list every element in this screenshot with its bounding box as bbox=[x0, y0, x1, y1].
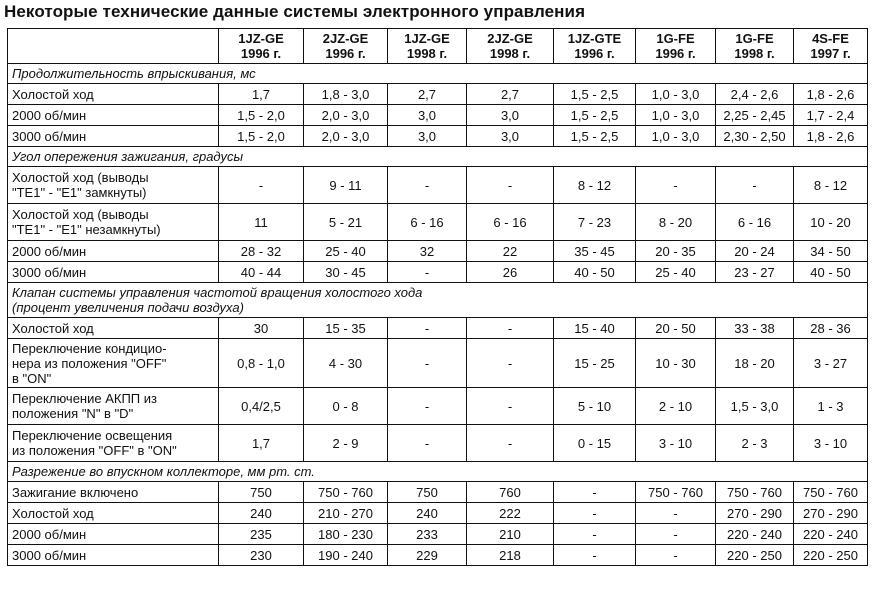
value-cell: 1,8 - 3,0 bbox=[304, 84, 388, 105]
value-cell: 1,0 - 3,0 bbox=[636, 105, 716, 126]
value-cell: 235 bbox=[219, 524, 304, 545]
value-cell: 750 - 760 bbox=[636, 482, 716, 503]
value-cell: 1,7 - 2,4 bbox=[794, 105, 868, 126]
row-label: Холостой ход (выводы "TE1" - "E1" незамкнуты) bbox=[8, 204, 219, 241]
column-header: 1JZ-GE 1996 г. bbox=[219, 29, 304, 64]
value-cell: 20 - 50 bbox=[636, 318, 716, 339]
value-cell: 1,8 - 2,6 bbox=[794, 126, 868, 147]
value-cell: 15 - 25 bbox=[554, 339, 636, 388]
page-title: Некоторые технические данные системы электронного управления bbox=[4, 2, 586, 21]
value-cell: 1,5 - 2,5 bbox=[554, 84, 636, 105]
value-cell: - bbox=[467, 167, 554, 204]
value-cell: 34 - 50 bbox=[794, 241, 868, 262]
value-cell: 0 - 15 bbox=[554, 425, 636, 462]
value-cell: - bbox=[554, 503, 636, 524]
column-header: 1G-FE 1996 г. bbox=[636, 29, 716, 64]
value-cell: 750 bbox=[219, 482, 304, 503]
table-row bbox=[8, 524, 868, 545]
value-cell: 2 - 9 bbox=[304, 425, 388, 462]
value-cell: 2,4 - 2,6 bbox=[716, 84, 794, 105]
header-row bbox=[8, 29, 868, 64]
row-label: 2000 об/мин bbox=[8, 524, 219, 545]
column-header: 4S-FE 1997 г. bbox=[794, 29, 868, 64]
value-cell: 20 - 35 bbox=[636, 241, 716, 262]
value-cell: 20 - 24 bbox=[716, 241, 794, 262]
row-label: 3000 об/мин bbox=[8, 262, 219, 283]
table-row bbox=[8, 241, 868, 262]
section-row bbox=[8, 283, 868, 318]
value-cell: 0 - 8 bbox=[304, 388, 388, 425]
value-cell: 240 bbox=[219, 503, 304, 524]
table-row bbox=[8, 318, 868, 339]
value-cell: 2,25 - 2,45 bbox=[716, 105, 794, 126]
value-cell: - bbox=[388, 425, 467, 462]
value-cell: - bbox=[554, 545, 636, 566]
value-cell: 3 - 10 bbox=[636, 425, 716, 462]
table-row bbox=[8, 545, 868, 566]
value-cell: 240 bbox=[388, 503, 467, 524]
value-cell: 1 - 3 bbox=[794, 388, 868, 425]
value-cell: 750 - 760 bbox=[716, 482, 794, 503]
value-cell: 26 bbox=[467, 262, 554, 283]
value-cell: 230 bbox=[219, 545, 304, 566]
value-cell: - bbox=[467, 339, 554, 388]
value-cell: 210 - 270 bbox=[304, 503, 388, 524]
column-header: 1G-FE 1998 г. bbox=[716, 29, 794, 64]
value-cell: 760 bbox=[467, 482, 554, 503]
value-cell: 9 - 11 bbox=[304, 167, 388, 204]
value-cell: 35 - 45 bbox=[554, 241, 636, 262]
value-cell: 3,0 bbox=[388, 105, 467, 126]
value-cell: 30 bbox=[219, 318, 304, 339]
value-cell: 0,4/2,5 bbox=[219, 388, 304, 425]
value-cell: 2,0 - 3,0 bbox=[304, 105, 388, 126]
value-cell: - bbox=[554, 482, 636, 503]
value-cell: - bbox=[388, 388, 467, 425]
column-header: 2JZ-GE 1996 г. bbox=[304, 29, 388, 64]
row-label: 2000 об/мин bbox=[8, 241, 219, 262]
value-cell: 2 - 3 bbox=[716, 425, 794, 462]
value-cell: - bbox=[554, 524, 636, 545]
value-cell: 220 - 250 bbox=[716, 545, 794, 566]
value-cell: - bbox=[636, 545, 716, 566]
row-label: Холостой ход bbox=[8, 503, 219, 524]
value-cell: 220 - 250 bbox=[794, 545, 868, 566]
value-cell: 25 - 40 bbox=[636, 262, 716, 283]
table-row bbox=[8, 167, 868, 204]
value-cell: 1,7 bbox=[219, 84, 304, 105]
value-cell: 6 - 16 bbox=[467, 204, 554, 241]
column-header: 1JZ-GE 1998 г. bbox=[388, 29, 467, 64]
value-cell: - bbox=[467, 388, 554, 425]
table-row bbox=[8, 262, 868, 283]
table-row bbox=[8, 425, 868, 462]
table-row bbox=[8, 388, 868, 425]
value-cell: 6 - 16 bbox=[716, 204, 794, 241]
value-cell: 5 - 10 bbox=[554, 388, 636, 425]
section-row bbox=[8, 64, 868, 84]
value-cell: - bbox=[388, 318, 467, 339]
value-cell: 1,5 - 3,0 bbox=[716, 388, 794, 425]
value-cell: 3,0 bbox=[388, 126, 467, 147]
value-cell: 229 bbox=[388, 545, 467, 566]
value-cell: 220 - 240 bbox=[794, 524, 868, 545]
value-cell: 18 - 20 bbox=[716, 339, 794, 388]
value-cell: 8 - 20 bbox=[636, 204, 716, 241]
column-header: 2JZ-GE 1998 г. bbox=[467, 29, 554, 64]
value-cell: - bbox=[716, 167, 794, 204]
value-cell: 1,0 - 3,0 bbox=[636, 126, 716, 147]
value-cell: 2,7 bbox=[388, 84, 467, 105]
value-cell: 180 - 230 bbox=[304, 524, 388, 545]
value-cell: 15 - 40 bbox=[554, 318, 636, 339]
value-cell: 7 - 23 bbox=[554, 204, 636, 241]
value-cell: 28 - 32 bbox=[219, 241, 304, 262]
value-cell: 1,5 - 2,0 bbox=[219, 126, 304, 147]
value-cell: 15 - 35 bbox=[304, 318, 388, 339]
value-cell: 1,5 - 2,0 bbox=[219, 105, 304, 126]
value-cell: 1,5 - 2,5 bbox=[554, 126, 636, 147]
value-cell: 220 - 240 bbox=[716, 524, 794, 545]
value-cell: 10 - 20 bbox=[794, 204, 868, 241]
value-cell: 750 bbox=[388, 482, 467, 503]
spec-table bbox=[7, 28, 868, 566]
section-title: Клапан системы управления частотой вращения холостого хода (процент увеличения подачи воздуха) bbox=[8, 283, 868, 318]
section-title: Продолжительность впрыскивания, мс bbox=[8, 64, 868, 84]
value-cell: 28 - 36 bbox=[794, 318, 868, 339]
row-label: Зажигание включено bbox=[8, 482, 219, 503]
value-cell: 270 - 290 bbox=[716, 503, 794, 524]
value-cell: 40 - 44 bbox=[219, 262, 304, 283]
value-cell: - bbox=[636, 503, 716, 524]
value-cell: - bbox=[636, 167, 716, 204]
value-cell: 40 - 50 bbox=[794, 262, 868, 283]
section-row bbox=[8, 147, 868, 167]
row-label: Холостой ход bbox=[8, 318, 219, 339]
value-cell: 4 - 30 bbox=[304, 339, 388, 388]
row-label: 2000 об/мин bbox=[8, 105, 219, 126]
value-cell: 10 - 30 bbox=[636, 339, 716, 388]
value-cell: 2,0 - 3,0 bbox=[304, 126, 388, 147]
value-cell: 2,7 bbox=[467, 84, 554, 105]
table-row bbox=[8, 105, 868, 126]
value-cell: 33 - 38 bbox=[716, 318, 794, 339]
value-cell: 2 - 10 bbox=[636, 388, 716, 425]
value-cell: - bbox=[467, 425, 554, 462]
value-cell: - bbox=[219, 167, 304, 204]
section-row bbox=[8, 462, 868, 482]
section-title: Разрежение во впускном коллекторе, мм рт. ст. bbox=[8, 462, 868, 482]
value-cell: 6 - 16 bbox=[388, 204, 467, 241]
table-row bbox=[8, 126, 868, 147]
value-cell: 25 - 40 bbox=[304, 241, 388, 262]
value-cell: 0,8 - 1,0 bbox=[219, 339, 304, 388]
value-cell: 8 - 12 bbox=[554, 167, 636, 204]
row-label: Переключение АКПП из положения "N" в "D" bbox=[8, 388, 219, 425]
row-label: 3000 об/мин bbox=[8, 545, 219, 566]
value-cell: - bbox=[636, 524, 716, 545]
value-cell: 218 bbox=[467, 545, 554, 566]
value-cell: - bbox=[388, 339, 467, 388]
value-cell: 1,0 - 3,0 bbox=[636, 84, 716, 105]
column-header: 1JZ-GTE 1996 г. bbox=[554, 29, 636, 64]
row-label: Холостой ход (выводы "TE1" - "E1" замкнуты) bbox=[8, 167, 219, 204]
value-cell: 210 bbox=[467, 524, 554, 545]
corner-cell bbox=[8, 29, 219, 64]
value-cell: 3,0 bbox=[467, 126, 554, 147]
value-cell: 750 - 760 bbox=[304, 482, 388, 503]
value-cell: 222 bbox=[467, 503, 554, 524]
value-cell: 3 - 10 bbox=[794, 425, 868, 462]
value-cell: 8 - 12 bbox=[794, 167, 868, 204]
table-row bbox=[8, 204, 868, 241]
value-cell: 190 - 240 bbox=[304, 545, 388, 566]
value-cell: 32 bbox=[388, 241, 467, 262]
value-cell: 3 - 27 bbox=[794, 339, 868, 388]
row-label: Переключение освещения из положения "OFF" в "ON" bbox=[8, 425, 219, 462]
value-cell: 22 bbox=[467, 241, 554, 262]
section-title: Угол опережения зажигания, градусы bbox=[8, 147, 868, 167]
value-cell: 1,5 - 2,5 bbox=[554, 105, 636, 126]
value-cell: 2,30 - 2,50 bbox=[716, 126, 794, 147]
row-label: Переключение кондицио- нера из положения "OFF" в "ON" bbox=[8, 339, 219, 388]
row-label: Холостой ход bbox=[8, 84, 219, 105]
table-row bbox=[8, 84, 868, 105]
value-cell: 40 - 50 bbox=[554, 262, 636, 283]
value-cell: 750 - 760 bbox=[794, 482, 868, 503]
value-cell: 23 - 27 bbox=[716, 262, 794, 283]
value-cell: 1,7 bbox=[219, 425, 304, 462]
value-cell: 233 bbox=[388, 524, 467, 545]
value-cell: - bbox=[388, 262, 467, 283]
row-label: 3000 об/мин bbox=[8, 126, 219, 147]
value-cell: 30 - 45 bbox=[304, 262, 388, 283]
table-row bbox=[8, 339, 868, 388]
value-cell: - bbox=[388, 167, 467, 204]
table-row bbox=[8, 482, 868, 503]
value-cell: 5 - 21 bbox=[304, 204, 388, 241]
value-cell: 3,0 bbox=[467, 105, 554, 126]
value-cell: - bbox=[467, 318, 554, 339]
value-cell: 270 - 290 bbox=[794, 503, 868, 524]
table-row bbox=[8, 503, 868, 524]
value-cell: 1,8 - 2,6 bbox=[794, 84, 868, 105]
value-cell: 11 bbox=[219, 204, 304, 241]
